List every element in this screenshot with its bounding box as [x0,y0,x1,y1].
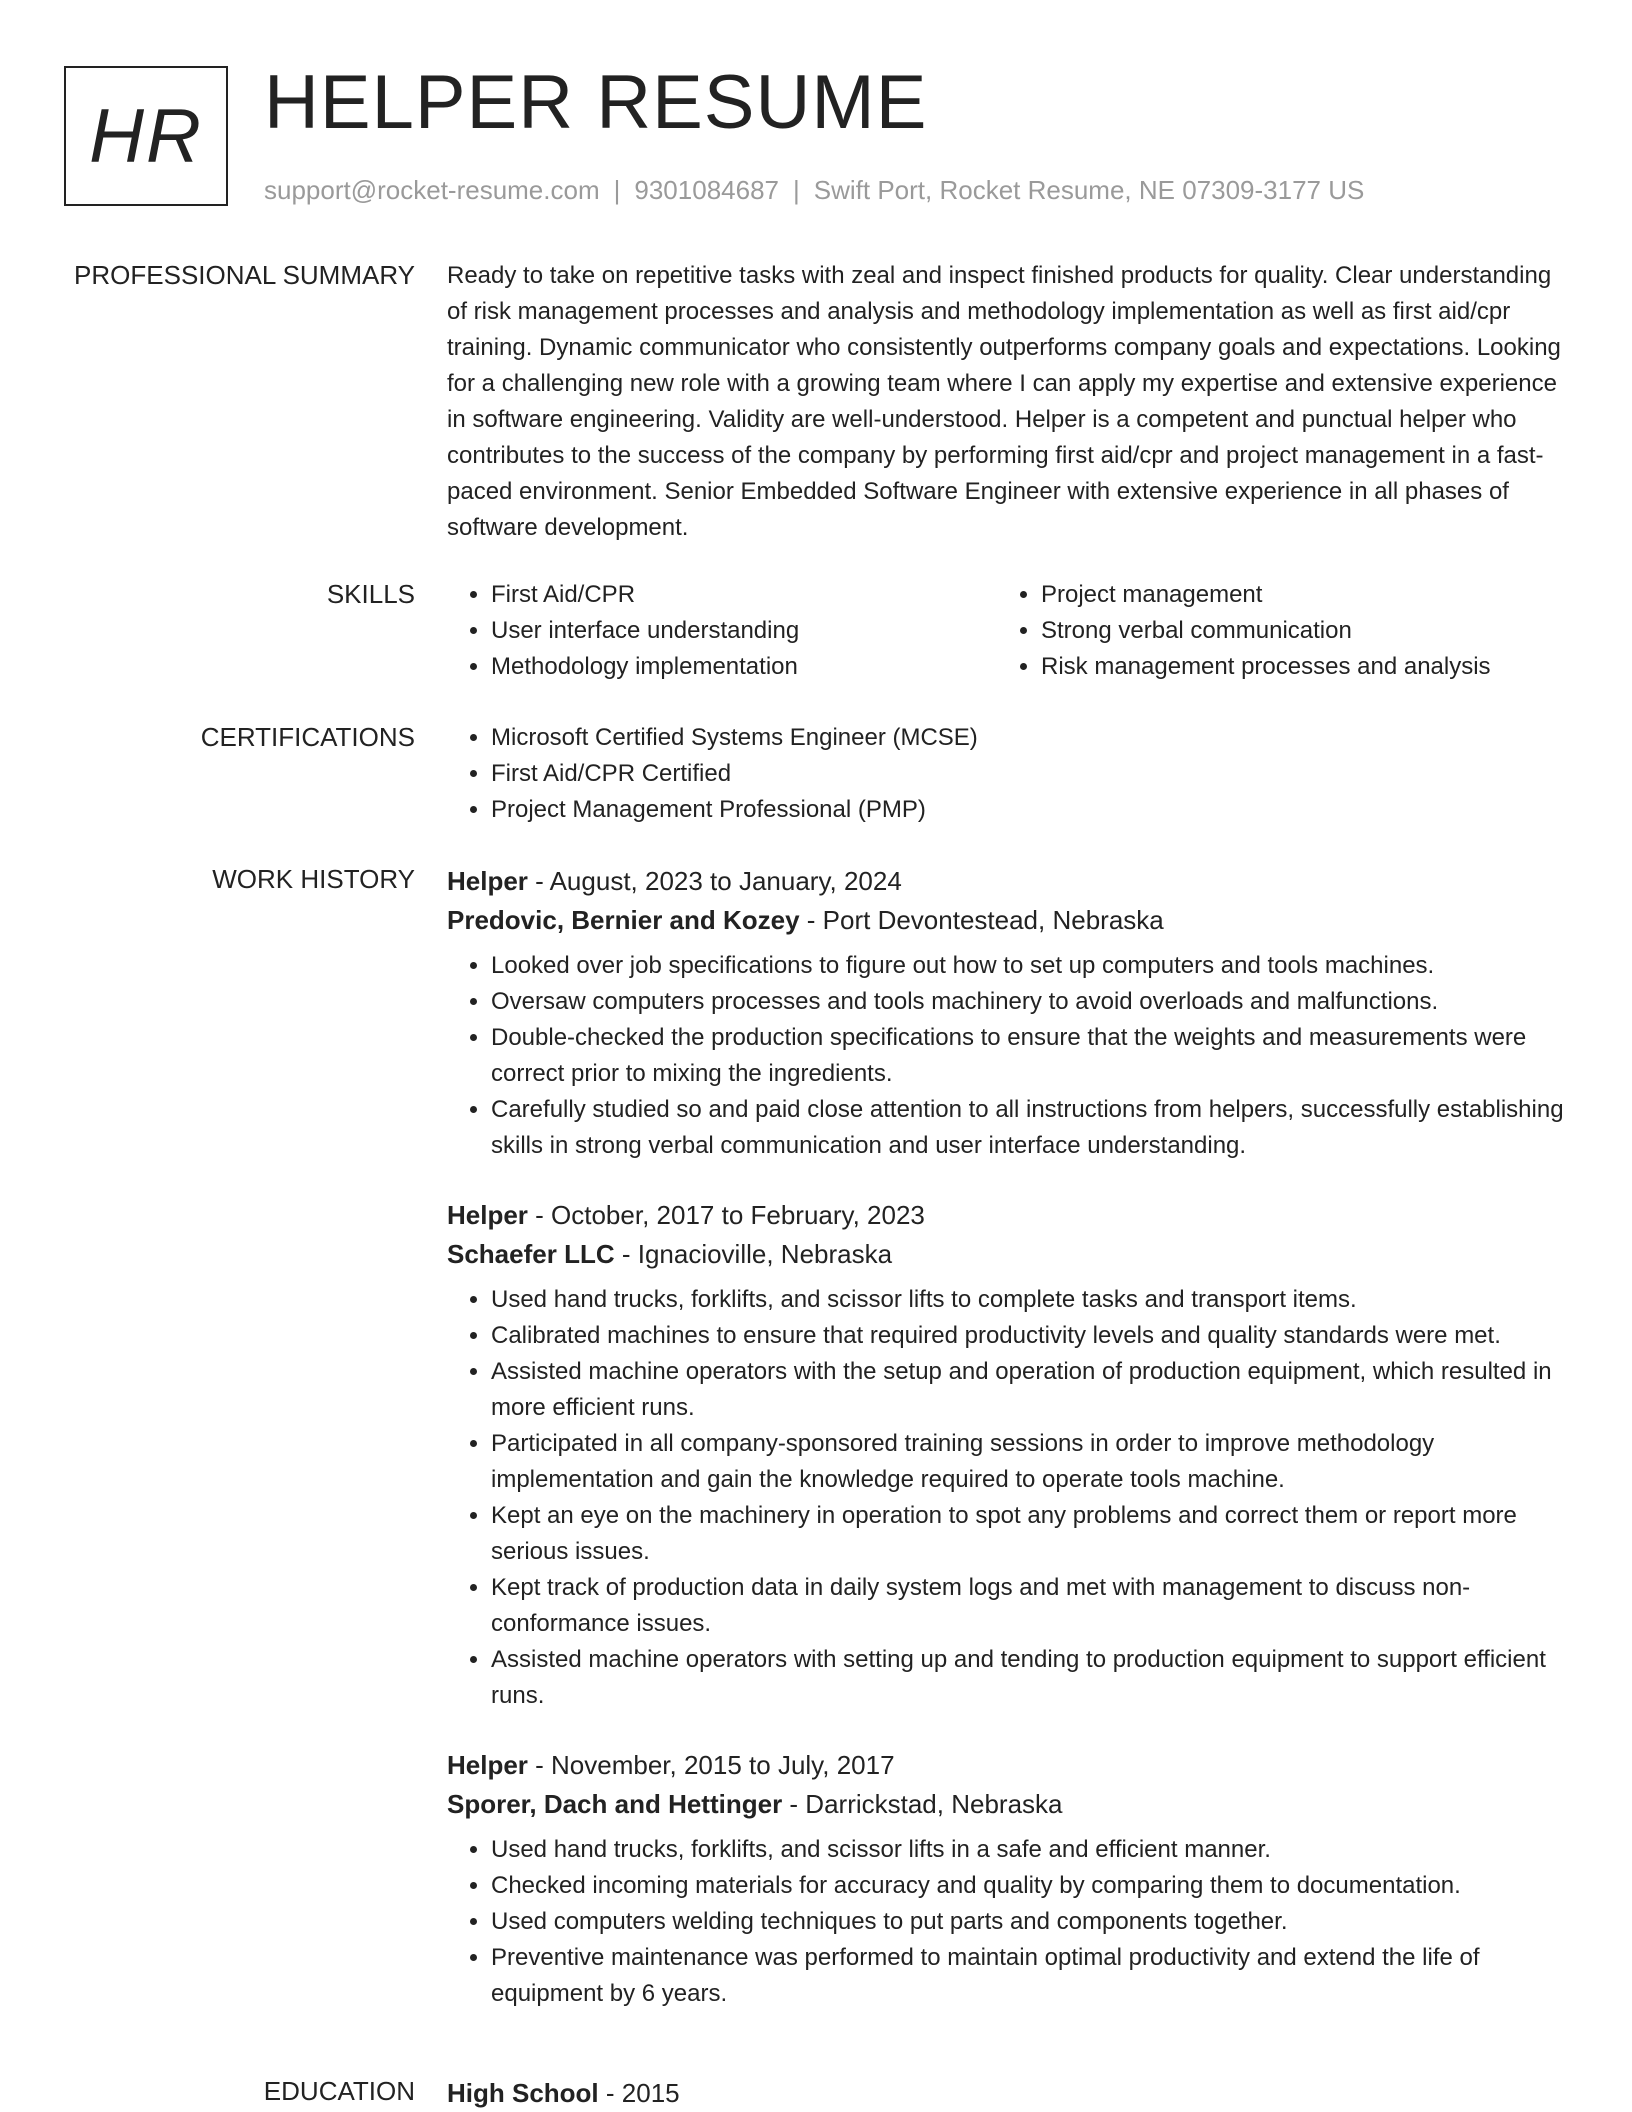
skill-item: • Methodology implementation [491,649,997,685]
company-name: Schaefer LLC [447,1239,615,1269]
company-location: - Ignacioville, Nebraska [614,1239,893,1269]
skills-list-right [997,577,1557,685]
section-label-certifications: CERTIFICATIONS [200,722,415,752]
certifications-body [447,720,1567,828]
job-heading [447,862,1567,900]
job-duty: • Used hand trucks, forklifts, and scissor lifts to complete tasks and transport items. [491,1282,1567,1318]
work-history-body [447,862,1567,2044]
job-title: Helper [447,1750,528,1780]
job-entry [447,1746,1567,2012]
contact-email: support@rocket-resume.com [264,175,600,205]
job-duty: • Kept an eye on the machinery in operation to spot any problems and correct them or report more serious issues. [491,1498,1567,1570]
job-dates: - August, 2023 to January, 2024 [527,866,902,896]
education-degree: High School [447,2078,599,2108]
job-heading [447,1196,1567,1234]
skills-body [447,577,1567,685]
section-label-education: EDUCATION [263,2076,415,2106]
job-duties [447,1832,1567,2012]
job-employer [447,1784,1567,1824]
certification-item: • Microsoft Certified Systems Engineer (MCSE) [491,720,1567,756]
skill-item: • First Aid/CPR [491,577,997,613]
section-label-summary: PROFESSIONAL SUMMARY [74,260,415,290]
job-duty: • Looked over job specifications to figure out how to set up computers and tools machines. [491,948,1567,984]
job-duty: • Calibrated machines to ensure that required productivity levels and quality standards were met. [491,1318,1567,1354]
company-name: Predovic, Bernier and Kozey [447,905,800,935]
job-heading [447,1746,1567,1784]
company-name: Sporer, Dach and Hettinger [447,1789,783,1819]
job-title: Helper [447,866,528,896]
summary-body [447,258,1567,546]
education-year: - 2015 [598,2078,680,2108]
job-duty: • Participated in all company-sponsored training sessions in order to improve methodology implementation and gain the knowledge required to operate tools machine. [491,1426,1567,1498]
job-duty: • Assisted machine operators with setting up and tending to production equipment to support efficient runs. [491,1642,1567,1714]
company-location: - Port Devontestead, Nebraska [799,905,1164,935]
skill-item: • Project management [1041,577,1557,613]
monogram-logo: HR [64,66,228,206]
job-employer [447,900,1567,940]
company-location: - Darrickstad, Nebraska [782,1789,1063,1819]
education-body [447,2074,1567,2112]
job-duties [447,1282,1567,1714]
job-duties [447,948,1567,1164]
job-duty: • Assisted machine operators with the setup and operation of production equipment, which resulted in more efficient runs. [491,1354,1567,1426]
contact-separator: | [793,175,800,205]
skills-grid [447,577,1567,685]
job-duty: • Checked incoming materials for accuracy and quality by comparing them to documentation. [491,1868,1567,1904]
certifications-list [447,720,1567,828]
summary-text: Ready to take on repetitive tasks with zeal and inspect finished products for quality. Clear understanding of risk management processes and analysis and methodology implementation as well as first aid/cpr training. Dynamic communicator who consistently outperforms company goals and expectations. Looking for a challenging new role with a growing team where I can apply my expertise and extensive experience in software engineering. Validity are well-understood. Helper is a competent and punctual helper who contributes to the success of the company by performing first aid/cpr and project management in a fast-paced environment. Senior Embedded Software Engineer with extensive experience in all phases of software development. [447,262,1561,541]
job-duty: • Double-checked the production specifications to ensure that the weights and measurements were correct prior to mixing the ingredients. [491,1020,1567,1092]
contact-phone: 9301084687 [634,175,779,205]
education-entry [447,2074,1567,2112]
contact-address: Swift Port, Rocket Resume, NE 07309-3177 US [813,175,1365,205]
job-entry [447,1196,1567,1714]
skill-item: • Risk management processes and analysis [1041,649,1557,685]
certification-item: • Project Management Professional (PMP) [491,792,1567,828]
section-label-skills: SKILLS [326,579,415,609]
certification-item: • First Aid/CPR Certified [491,756,1567,792]
skills-list-left [447,577,997,685]
job-title: Helper [447,1200,528,1230]
section-label-work-history: WORK HISTORY [212,864,415,894]
job-duty: • Used computers welding techniques to put parts and components together. [491,1904,1567,1940]
page-title: HELPER RESUME [264,60,928,145]
job-dates: - October, 2017 to February, 2023 [527,1200,925,1230]
job-duty: • Carefully studied so and paid close attention to all instructions from helpers, successfully establishing skills in strong verbal communication and user interface understanding. [491,1092,1567,1164]
skill-item: • Strong verbal communication [1041,613,1557,649]
job-dates: - November, 2015 to July, 2017 [527,1750,895,1780]
job-duty: • Kept track of production data in daily system logs and met with management to discuss non-conformance issues. [491,1570,1567,1642]
job-duty: • Oversaw computers processes and tools machinery to avoid overloads and malfunctions. [491,984,1567,1020]
contact-separator: | [613,175,621,205]
contact-line [264,174,1364,206]
job-employer [447,1234,1567,1274]
job-entry [447,862,1567,1164]
job-duty: • Used hand trucks, forklifts, and scissor lifts in a safe and efficient manner. [491,1832,1567,1868]
skill-item: • User interface understanding [491,613,997,649]
job-duty: • Preventive maintenance was performed to maintain optimal productivity and extend the life of equipment by 6 years. [491,1940,1567,2012]
